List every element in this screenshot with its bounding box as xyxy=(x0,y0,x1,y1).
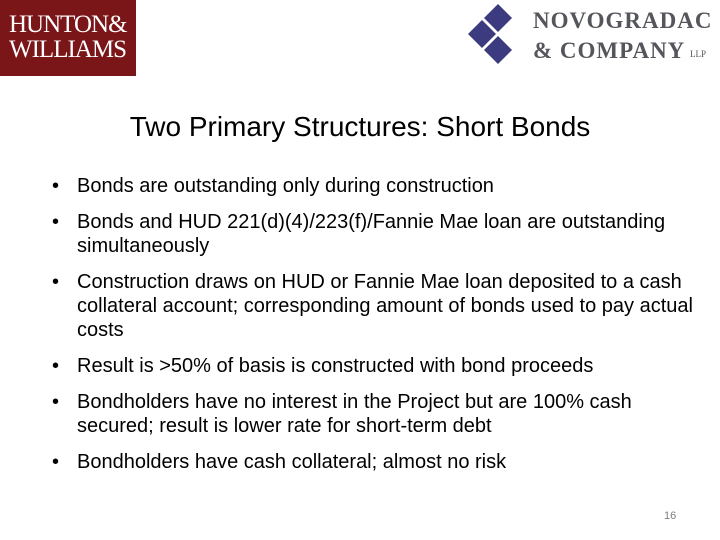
bullet-item: • Construction draws on HUD or Fannie Mae loan deposited to a cash collateral account; corresponding amount of bonds used to pay actual costs xyxy=(52,270,712,342)
novogradac-logo-suffix: LLP xyxy=(690,49,707,59)
bullet-item: • Result is >50% of basis is constructed with bond proceeds xyxy=(52,354,712,378)
page-number: 16 xyxy=(664,510,677,522)
bullet-item: • Bondholders have no interest in the Project but are 100% cash secured; result is lower rate for short-term debt xyxy=(52,390,712,438)
novogradac-logo-line2: & COMPANY xyxy=(533,38,686,63)
novogradac-diamond-icon xyxy=(466,2,530,66)
logo-text-line2: WILLIAMS xyxy=(9,36,126,63)
slide-title: Two Primary Structures: Short Bonds xyxy=(129,111,591,142)
bullet-item: • Bonds are outstanding only during construction xyxy=(52,174,712,198)
logo-text-line1: HUNTON& xyxy=(9,11,127,38)
hunton-williams-logo xyxy=(0,0,136,76)
bullet-item: • Bondholders have cash collateral; almost no risk xyxy=(52,450,712,474)
novogradac-logo-line1: NOVOGRADAC xyxy=(533,8,713,33)
bullet-list xyxy=(52,174,712,486)
bullet-item: • Bonds and HUD 221(d)(4)/223(f)/Fannie Mae loan are outstanding simultaneously xyxy=(52,210,712,258)
